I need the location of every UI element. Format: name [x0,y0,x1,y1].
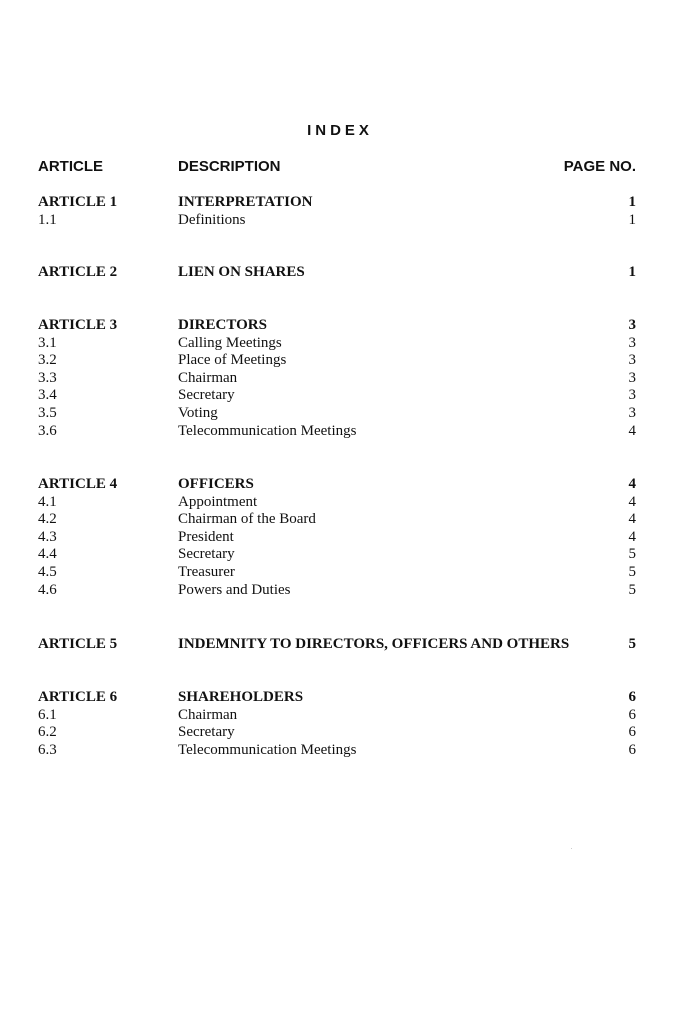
item-description: Appointment [178,493,258,510]
article-number: ARTICLE 5 [38,636,118,652]
index-row [0,582,680,600]
scan-speck [571,848,572,849]
item-number: 4.2 [38,511,57,528]
page-number: 3 [628,369,636,386]
item-number: 4.3 [38,528,57,545]
index-title: INDEX [307,122,373,139]
article-title: INTERPRETATION [178,194,313,210]
index-row [0,423,680,441]
item-description: Telecommunication Meetings [178,741,357,758]
article-number: ARTICLE 3 [38,317,118,333]
article-4-section [0,476,680,599]
article-6-section [0,689,680,759]
index-row [0,511,680,529]
article-title: SHAREHOLDERS [178,689,304,705]
item-description: Calling Meetings [178,334,282,351]
item-description: Powers and Duties [178,581,291,598]
page-number: 3 [628,404,636,421]
column-header-description: DESCRIPTION [178,158,281,175]
article-heading-row [0,689,680,707]
article-heading-row [0,476,680,494]
page-number: 5 [628,546,636,563]
article-number: ARTICLE 4 [38,476,118,492]
page-number: 1 [628,211,636,228]
page-number: 6 [628,741,636,758]
item-description: Secretary [178,387,235,404]
article-heading-row [0,264,680,282]
index-row [0,546,680,564]
item-description: Voting [178,404,218,421]
article-2-section [0,264,680,282]
page-number: 3 [628,334,636,351]
page-number: 3 [628,352,636,369]
index-row [0,370,680,388]
index-row [0,742,680,760]
index-row [0,494,680,512]
page-number: 5 [628,636,636,652]
item-description: Chairman [178,369,238,386]
index-row [0,724,680,742]
page-number: 5 [628,563,636,580]
article-3-section [0,317,680,440]
article-heading-row [0,636,680,654]
page-number: 6 [628,724,636,741]
item-number: 4.5 [38,563,57,580]
article-heading-row [0,194,680,212]
index-row [0,405,680,423]
page-number: 6 [628,706,636,723]
index-row [0,387,680,405]
column-header-article: ARTICLE [38,158,103,175]
item-number: 4.6 [38,581,57,598]
item-number: 3.4 [38,387,57,404]
index-row [0,529,680,547]
article-title: LIEN ON SHARES [178,264,305,280]
page-number: 3 [628,387,636,404]
item-number: 3.2 [38,352,57,369]
item-description: Place of Meetings [178,352,287,369]
index-row [0,212,680,230]
page-number: 5 [628,581,636,598]
item-description: Secretary [178,724,235,741]
article-number: ARTICLE 1 [38,194,118,210]
item-description: Chairman [178,706,238,723]
item-description: Treasurer [178,563,235,580]
article-number: ARTICLE 6 [38,689,118,705]
page-number: 4 [628,422,636,439]
article-5-section [0,636,680,654]
article-number: ARTICLE 2 [38,264,118,280]
item-description: President [178,528,234,545]
item-number: 6.2 [38,724,57,741]
item-description: Definitions [178,211,246,228]
article-title: INDEMNITY TO DIRECTORS, OFFICERS AND OTHERS [178,636,570,652]
item-number: 3.5 [38,404,57,421]
page-number: 4 [628,493,636,510]
item-description: Telecommunication Meetings [178,422,357,439]
item-description: Secretary [178,546,235,563]
page-number: 1 [628,264,636,280]
index-row [0,564,680,582]
item-number: 3.6 [38,422,57,439]
item-number: 3.3 [38,369,57,386]
article-1-section [0,194,680,229]
index-row [0,707,680,725]
page-number: 6 [628,689,636,705]
column-header-page: PAGE NO. [563,158,636,175]
index-row [0,335,680,353]
item-number: 6.1 [38,706,57,723]
page-number: 4 [628,511,636,528]
page-number: 1 [628,194,636,210]
article-heading-row [0,317,680,335]
item-description: Chairman of the Board [178,511,316,528]
item-number: 1.1 [38,211,57,228]
item-number: 4.4 [38,546,57,563]
index-row [0,352,680,370]
article-title: DIRECTORS [178,317,267,333]
item-number: 6.3 [38,741,57,758]
article-title: OFFICERS [178,476,254,492]
item-number: 4.1 [38,493,57,510]
page-number: 4 [628,528,636,545]
item-number: 3.1 [38,334,57,351]
page-number: 4 [628,476,636,492]
page-number: 3 [628,317,636,333]
